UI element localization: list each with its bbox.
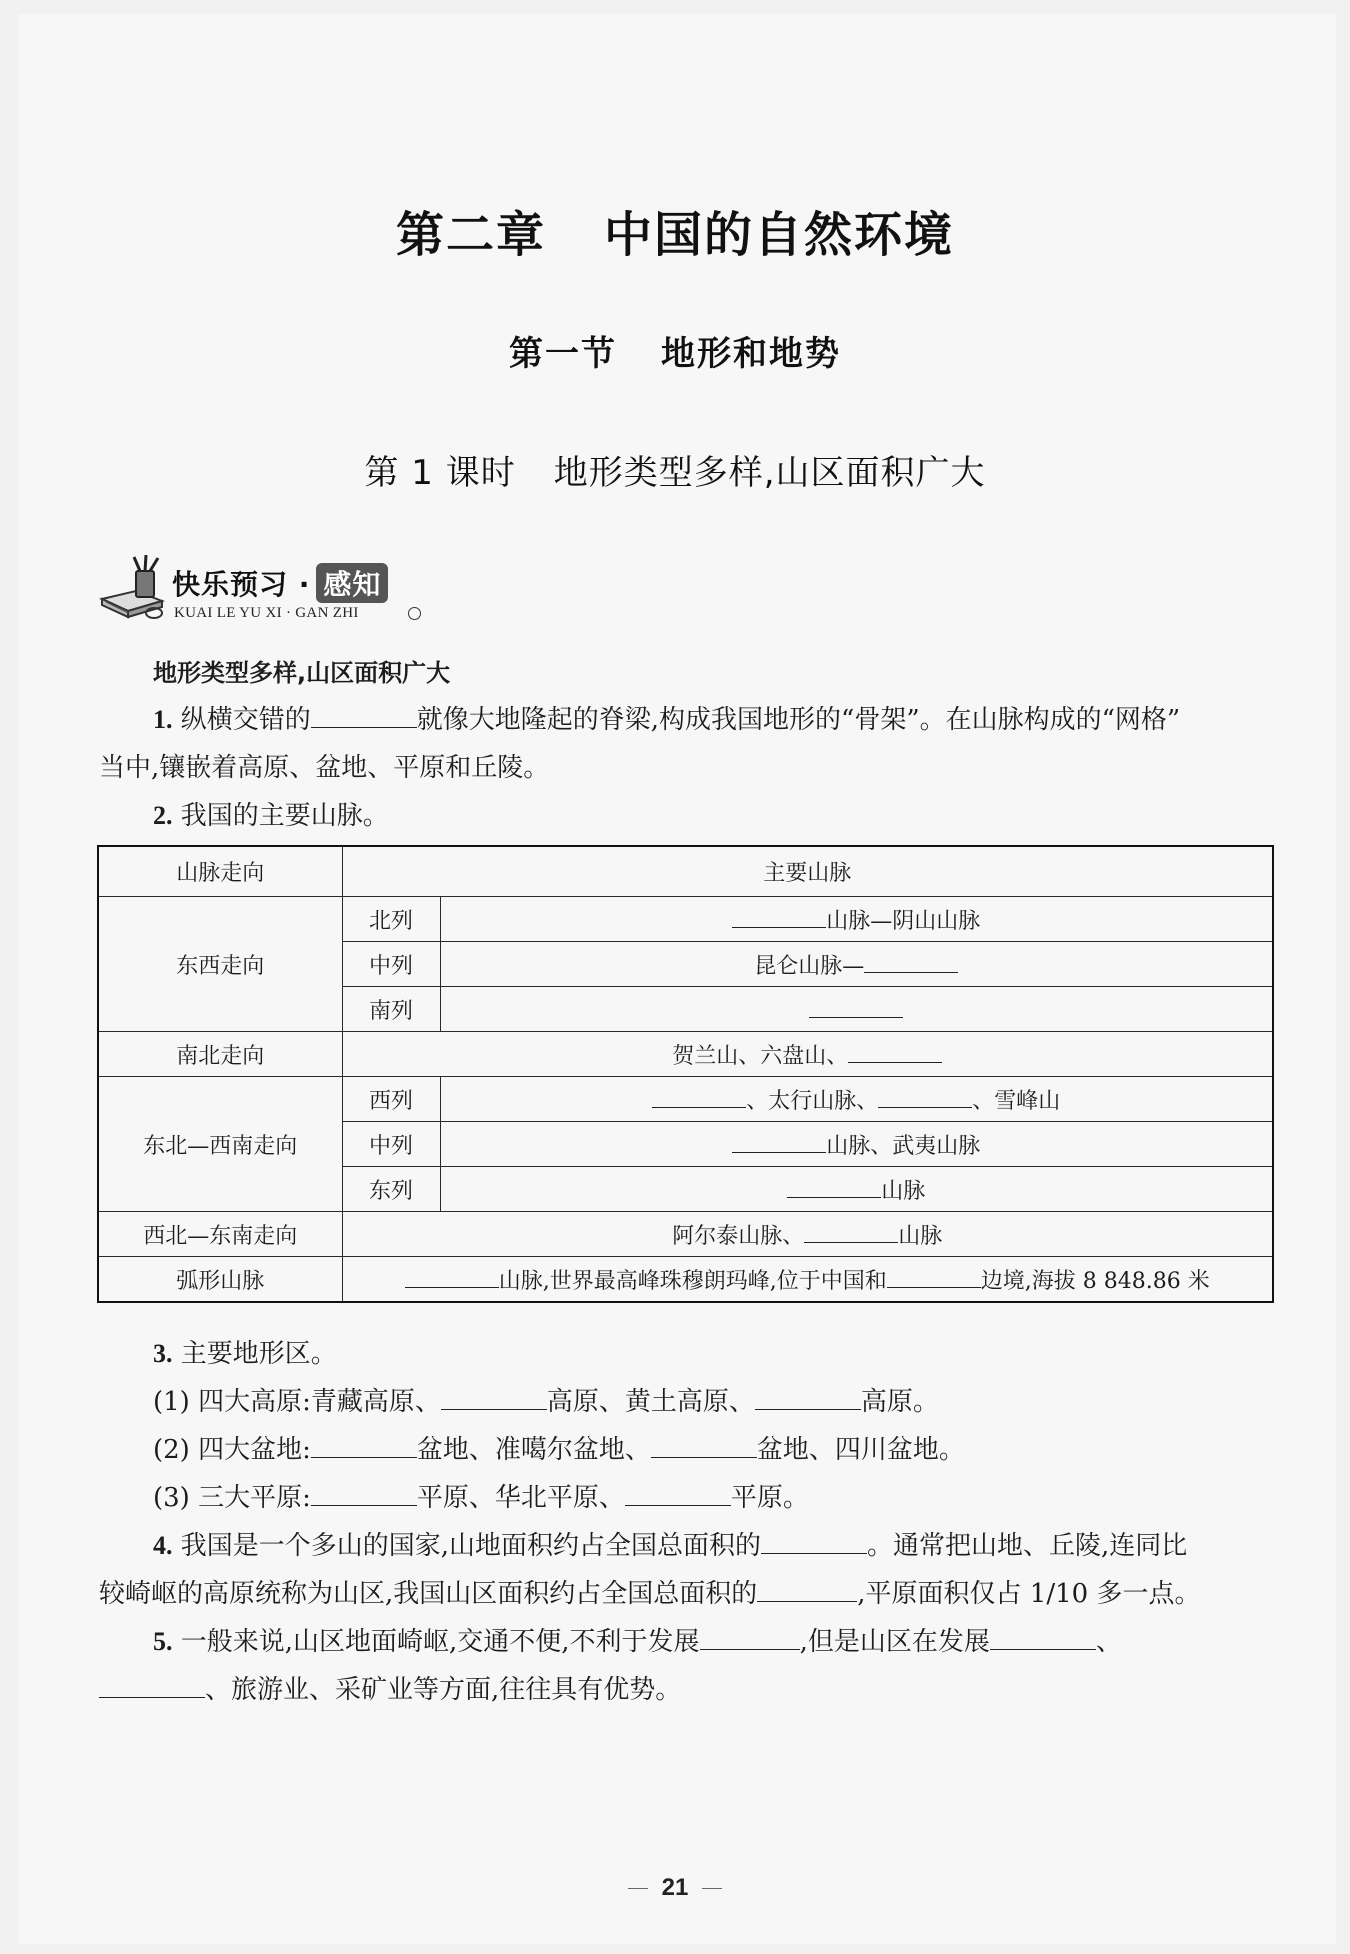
table-row xyxy=(98,1257,1273,1303)
sub-middle: 中列 xyxy=(342,1122,440,1167)
preview-banner xyxy=(96,555,426,625)
cell-nesw-west xyxy=(440,1077,1273,1122)
q5-text-d: 、旅游业、采矿业等方面,往往具有优势。 xyxy=(205,1675,682,1705)
q3-text: 主要地形区。 xyxy=(180,1339,337,1369)
answer-blank[interactable] xyxy=(651,1427,757,1458)
q4-number: 4. xyxy=(153,1531,173,1560)
banner-title xyxy=(172,563,388,603)
cell-text: 、雪峰山 xyxy=(972,1088,1061,1114)
banner-pinyin: KUAI LE YU XI · GAN ZHI xyxy=(174,605,359,621)
chapter-name: 中国的自然环境 xyxy=(604,207,955,263)
section-name: 地形和地势 xyxy=(661,334,841,374)
answer-blank[interactable] xyxy=(990,1619,1096,1650)
cell-text: 阿尔泰山脉、 xyxy=(672,1223,805,1249)
ring-icon xyxy=(408,607,421,620)
answer-blank[interactable] xyxy=(311,1427,417,1458)
table-row xyxy=(98,897,1273,942)
sub-heading: 地形类型多样,山区面积广大 xyxy=(153,659,451,687)
preview-content xyxy=(99,650,1275,840)
lesson-prefix: 第 1 课时 xyxy=(364,453,516,493)
question-5 xyxy=(99,1618,1275,1666)
table-row xyxy=(98,1032,1273,1077)
answer-blank[interactable] xyxy=(761,1523,867,1554)
cell-text: 山脉 xyxy=(898,1223,943,1249)
q4-text-a: 我国是一个多山的国家,山地面积约占全国总面积的 xyxy=(180,1531,762,1561)
direction-ew: 东西走向 xyxy=(98,897,342,1032)
cell-ns xyxy=(342,1032,1273,1077)
q3-2-text: (2) 四大盆地: xyxy=(153,1435,311,1465)
banner-main-text: 快乐预习 · xyxy=(172,568,311,601)
question-4-line2 xyxy=(99,1570,1275,1618)
q5-text-a: 一般来说,山区地面崎岖,交通不便,不利于发展 xyxy=(180,1627,700,1657)
cell-nesw-middle xyxy=(440,1122,1273,1167)
cell-nwse xyxy=(342,1212,1273,1257)
sub-west: 西列 xyxy=(342,1077,440,1122)
q3-1-text-b: 高原、黄土高原、 xyxy=(546,1387,755,1417)
q3-3-text-b: 平原、华北平原、 xyxy=(416,1483,625,1513)
question-4 xyxy=(99,1522,1275,1570)
dash-right xyxy=(702,1888,722,1889)
answer-blank[interactable] xyxy=(757,1571,857,1602)
question-3-3 xyxy=(99,1474,1275,1522)
section-prefix: 第一节 xyxy=(509,334,617,374)
cell-ew-north xyxy=(440,897,1273,942)
sub-east: 东列 xyxy=(342,1167,440,1212)
q5-text-b: ,但是山区在发展 xyxy=(799,1627,990,1657)
answer-blank[interactable] xyxy=(99,1667,205,1698)
q3-3-text-c: 平原。 xyxy=(730,1483,809,1513)
q1-text-a: 纵横交错的 xyxy=(180,705,311,735)
answer-blank[interactable] xyxy=(864,950,958,973)
answer-blank[interactable] xyxy=(311,697,417,728)
answer-blank[interactable] xyxy=(809,995,903,1018)
books-pencils-icon xyxy=(96,555,168,623)
chapter-prefix: 第二章 xyxy=(395,207,546,263)
question-1-line2: 当中,镶嵌着高原、盆地、平原和丘陵。 xyxy=(99,753,550,783)
q4-text-c: 较崎岖的高原统称为山区,我国山区面积约占全国总面积的 xyxy=(99,1579,758,1609)
questions-lower xyxy=(99,1330,1275,1714)
answer-blank[interactable] xyxy=(804,1220,898,1243)
answer-blank[interactable] xyxy=(755,1379,861,1410)
q3-number: 3. xyxy=(153,1339,173,1368)
cell-nesw-east xyxy=(440,1167,1273,1212)
question-3-1 xyxy=(99,1378,1275,1426)
direction-nwse: 西北—东南走向 xyxy=(98,1212,342,1257)
cell-ew-middle xyxy=(440,942,1273,987)
banner-badge: 感知 xyxy=(316,563,388,603)
direction-ns: 南北走向 xyxy=(98,1032,342,1077)
q2-text: 我国的主要山脉。 xyxy=(180,801,389,831)
cell-text: 山脉—阴山山脉 xyxy=(826,908,981,934)
page-number xyxy=(0,1874,1350,1902)
answer-blank[interactable] xyxy=(732,905,826,928)
answer-blank[interactable] xyxy=(887,1265,981,1288)
header-direction: 山脉走向 xyxy=(98,846,342,897)
answer-blank[interactable] xyxy=(787,1175,881,1198)
cell-ew-south xyxy=(440,987,1273,1032)
q3-1-text-c: 高原。 xyxy=(860,1387,939,1417)
q4-text-b: 。通常把山地、丘陵,连同比 xyxy=(867,1531,1188,1561)
question-5-line2 xyxy=(99,1666,1275,1714)
cell-text: 昆仑山脉— xyxy=(754,953,865,979)
question-1 xyxy=(99,696,1275,744)
direction-arc: 弧形山脉 xyxy=(98,1257,342,1303)
cell-text: 边境,海拔 8 848.86 米 xyxy=(980,1268,1210,1294)
table-row xyxy=(98,1077,1273,1122)
answer-blank[interactable] xyxy=(441,1379,547,1410)
header-mountains: 主要山脉 xyxy=(342,846,1273,897)
chapter-title xyxy=(0,196,1350,265)
page-number-text: 21 xyxy=(661,1874,689,1901)
cell-text: 、太行山脉、 xyxy=(746,1088,879,1114)
cell-text: 贺兰山、六盘山、 xyxy=(672,1043,849,1069)
q3-2-text-b: 盆地、准噶尔盆地、 xyxy=(416,1435,651,1465)
answer-blank[interactable] xyxy=(878,1085,972,1108)
q4-text-d: ,平原面积仅占 1/10 多一点。 xyxy=(857,1579,1201,1609)
sub-north: 北列 xyxy=(342,897,440,942)
question-3 xyxy=(99,1330,1275,1378)
cell-text: 山脉、武夷山脉 xyxy=(826,1133,981,1159)
q3-3-text: (3) 三大平原: xyxy=(153,1483,311,1513)
sub-middle: 中列 xyxy=(342,942,440,987)
cell-arc xyxy=(342,1257,1273,1303)
question-3-2 xyxy=(99,1426,1275,1474)
q1-text-b: 就像大地隆起的脊梁,构成我国地形的“骨架”。在山脉构成的“网格” xyxy=(416,705,1181,735)
direction-nesw: 东北—西南走向 xyxy=(98,1077,342,1212)
section-title xyxy=(0,326,1350,375)
q5-text-c: 、 xyxy=(1095,1627,1122,1657)
q3-1-text: (1) 四大高原:青藏高原、 xyxy=(153,1387,441,1417)
dash-left xyxy=(628,1888,648,1889)
answer-blank[interactable] xyxy=(848,1040,942,1063)
answer-blank[interactable] xyxy=(700,1619,800,1650)
answer-blank[interactable] xyxy=(652,1085,746,1108)
answer-blank[interactable] xyxy=(405,1265,499,1288)
answer-blank[interactable] xyxy=(732,1130,826,1153)
q2-number: 2. xyxy=(153,801,173,830)
question-2 xyxy=(99,792,1275,840)
table-header-row xyxy=(98,846,1273,897)
cell-text: 山脉 xyxy=(881,1178,926,1204)
answer-blank[interactable] xyxy=(311,1475,417,1506)
q3-2-text-c: 盆地、四川盆地。 xyxy=(756,1435,965,1465)
q1-number: 1. xyxy=(153,705,173,734)
cell-text: 山脉,世界最高峰珠穆朗玛峰,位于中国和 xyxy=(498,1268,887,1294)
sub-south: 南列 xyxy=(342,987,440,1032)
table-row xyxy=(98,1212,1273,1257)
lesson-title xyxy=(0,445,1350,494)
mountain-table xyxy=(97,845,1274,1303)
q5-number: 5. xyxy=(153,1627,173,1656)
answer-blank[interactable] xyxy=(625,1475,731,1506)
lesson-name: 地形类型多样,山区面积广大 xyxy=(553,453,986,493)
